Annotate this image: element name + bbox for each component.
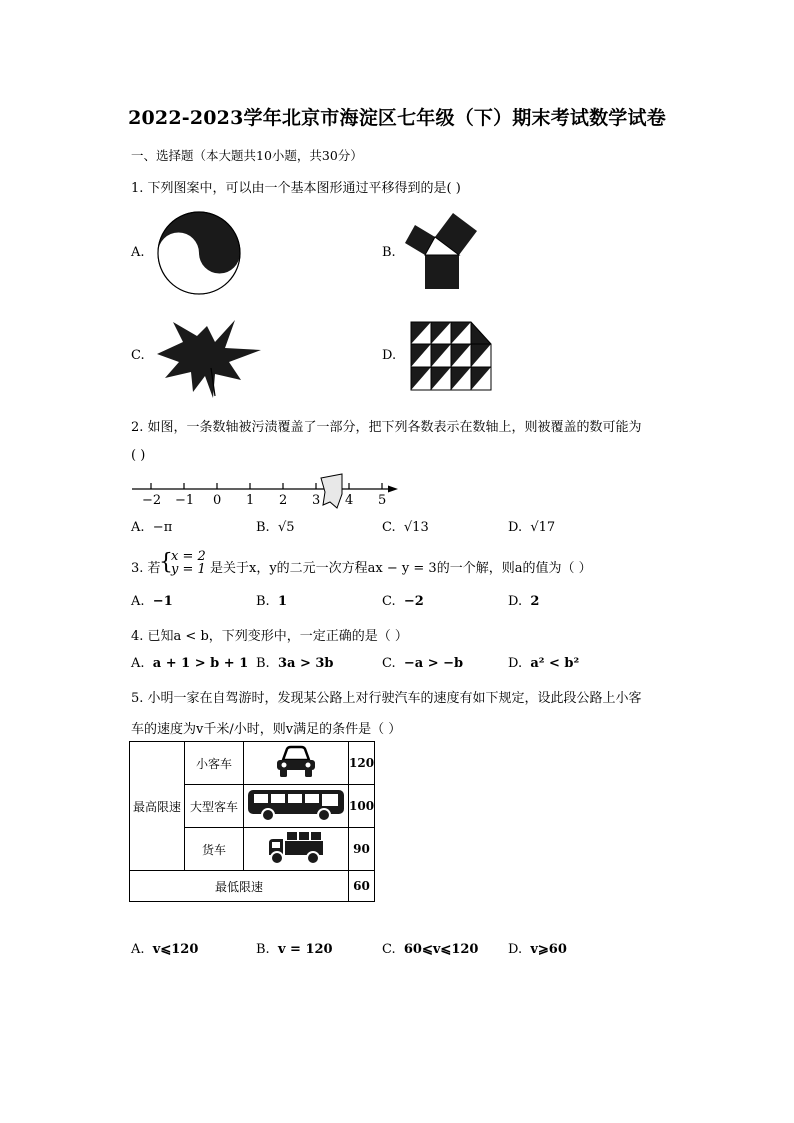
q2-stem-line1: 2. 如图，一条数轴被污渍覆盖了一部分，把下列各数表示在数轴上，则被覆盖的数可能为 [131,420,642,435]
option-text: √17 [530,520,556,535]
option-letter: A. [131,520,145,535]
vehicle-image-cell [244,742,349,785]
axis-tick-label: 3 [312,493,321,508]
q4-option-d [508,656,579,671]
axis-tick-label: 5 [378,493,387,508]
speed-value: 100 [349,785,375,828]
vehicle-image-cell [244,828,349,871]
q1-option-a-label: A. [131,245,145,260]
q3-option-d [508,594,539,609]
option-letter: B. [256,520,270,535]
option-letter: C. [382,594,396,609]
option-text: −a > −b [403,656,464,671]
vehicle-name: 货车 [185,828,244,871]
q4-stem: 4. 已知a < b，下列变形中，一定正确的是（ ） [131,629,408,644]
number-line [130,472,402,512]
triangle-grid-icon [411,322,491,390]
option-text: 1 [277,594,287,609]
option-letter: D. [508,594,523,609]
pythagoras-squares-icon [405,213,481,291]
axis-tick-label: 2 [279,493,288,508]
truck-icon [267,830,325,866]
axis-tick-label: 4 [345,493,354,508]
q2-option-b [256,520,295,535]
star-burst-icon [153,318,263,398]
min-limit-label: 最低限速 [130,871,349,902]
option-letter: B. [256,942,270,957]
section-heading: 一、选择题（本大题共10小题，共30分） [131,148,363,163]
option-letter: C. [382,656,396,671]
q3-equation-system [159,549,206,577]
vehicle-name: 小客车 [185,742,244,785]
option-text: 60⩽v⩽120 [403,942,479,957]
option-text: 2 [530,594,540,609]
option-text: −1 [152,594,173,609]
speed-limit-table [129,741,375,902]
yin-yang-icon [157,211,241,295]
q5-option-d [508,942,567,957]
q3-stem-post: 是关于x，y的二元一次方程ax − y = 3的一个解，则a的值为（ ） [210,561,592,576]
q2-option-a [131,520,172,535]
option-letter: A. [131,942,145,957]
q1-option-c-label: C. [131,348,145,363]
page-title: 2022-2023学年北京市海淀区七年级（下）期末考试数学试卷 [128,107,666,129]
option-text: v⩾60 [530,942,567,957]
axis-tick-label: 0 [213,493,222,508]
axis-tick-label: 1 [246,493,255,508]
vehicle-image-cell [244,785,349,828]
option-text: a + 1 > b + 1 [152,656,249,671]
q4-option-a [131,656,248,671]
vehicle-name: 大型客车 [185,785,244,828]
option-letter: C. [382,942,396,957]
q3-stem-pre: 3. 若 [131,561,161,576]
option-text: √5 [277,520,295,535]
q2-stem-line2: ( ) [131,448,146,463]
bus-icon [246,788,346,822]
option-letter: D. [508,942,523,957]
option-letter: D. [508,520,523,535]
option-text: a² < b² [530,656,580,671]
option-letter: B. [256,594,270,609]
axis-tick-label: −1 [175,493,195,508]
q3-option-b [256,594,287,609]
option-letter: A. [131,656,145,671]
q1-option-b-label: B. [382,245,396,260]
option-letter: C. [382,520,396,535]
max-limit-label: 最高限速 [130,742,185,871]
brace-icon: { [159,550,173,575]
speed-value: 90 [349,828,375,871]
system-top: x = 2 [171,549,206,564]
option-text: 3a > 3b [277,656,334,671]
option-letter: A. [131,594,145,609]
q1-stem: 1. 下列图案中，可以由一个基本图形通过平移得到的是( ) [131,181,461,196]
option-text: −π [152,520,173,535]
q1-option-d-label: D. [382,348,397,363]
q3-option-c [382,594,424,609]
system-bottom: y = 1 [171,562,206,577]
min-speed-value: 60 [349,871,375,902]
car-icon [275,746,317,778]
q2-option-d [508,520,555,535]
option-text: v = 120 [277,942,333,957]
option-text: √13 [403,520,429,535]
q5-option-b [256,942,333,957]
q2-option-c [382,520,429,535]
q3-option-a [131,594,173,609]
q5-option-c [382,942,478,957]
option-text: −2 [403,594,424,609]
q4-option-c [382,656,463,671]
q4-option-b [256,656,334,671]
option-letter: B. [256,656,270,671]
q5-option-a [131,942,198,957]
q5-stem-line2: 车的速度为v千米/小时，则v满足的条件是（ ） [131,722,402,737]
speed-value: 120 [349,742,375,785]
q5-stem-line1: 5. 小明一家在自驾游时，发现某公路上对行驶汽车的速度有如下规定，设此段公路上小客 [131,691,642,706]
option-letter: D. [508,656,523,671]
option-text: v⩽120 [152,942,199,957]
axis-tick-label: −2 [142,493,162,508]
